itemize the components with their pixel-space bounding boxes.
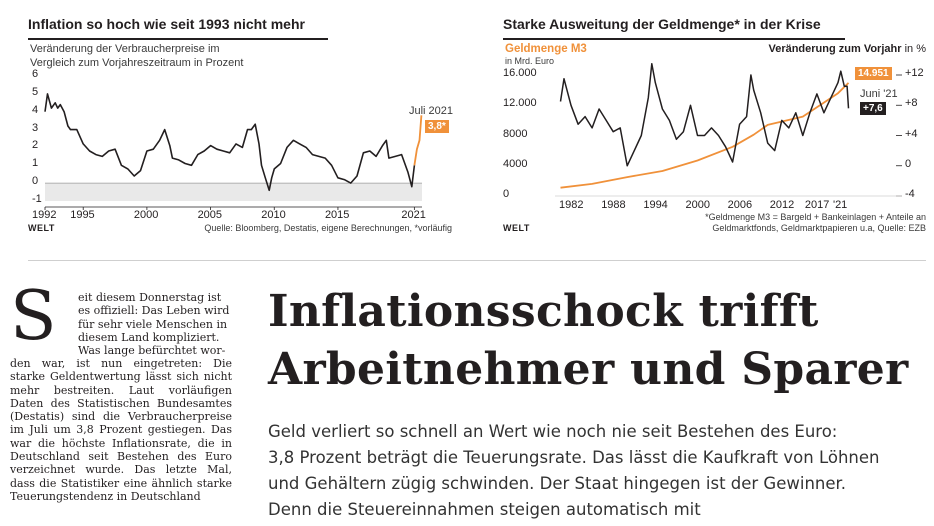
section-divider — [28, 260, 926, 261]
chart1-title: Inflation so hoch wie seit 1993 nicht mehr — [28, 16, 305, 32]
chart2-right-axis-label — [768, 43, 926, 55]
chart1-negative-band — [45, 183, 422, 201]
lead-line: Was lange befürchtet wor- — [78, 344, 226, 358]
chart1-x-tick: 2000 — [133, 209, 159, 221]
chart1-x-tick: 2021 — [401, 209, 426, 221]
chart2-annotation-date: Juni '21 — [860, 88, 898, 100]
chart1-y-tick: 2 — [32, 139, 39, 152]
chart2-change-line — [561, 64, 849, 166]
chart1-source: Quelle: Bloomberg, Destatis, eigene Berechnungen, *vorläufig — [204, 223, 452, 233]
chart2-x-tick: 2006 — [727, 199, 753, 211]
lead-line: es offiziell: Das Leben wird — [78, 304, 230, 318]
chart2-footnote-line1: *Geldmenge M3 = Bargeld + Bankeinlagen + Anteile an — [705, 212, 926, 222]
chart1-y-tick: 3 — [32, 121, 39, 134]
article-lead — [78, 291, 232, 357]
chart2-left-tick: 0 — [503, 188, 510, 200]
chart2-series-label: Geldmenge M3 — [505, 43, 587, 55]
chart1-x-tick: 2015 — [324, 209, 350, 221]
chart2-x-tick: '21 — [832, 199, 848, 211]
chart2-right-axis-unit: in % — [904, 43, 926, 55]
chart1-y-tick: -1 — [32, 193, 42, 205]
welt-logo: WELT — [28, 223, 55, 233]
headline-line1: Inflationsschock trifft — [268, 286, 819, 337]
chart2-left-tick: 16.000 — [503, 67, 537, 79]
chart2-title-rule — [503, 38, 845, 40]
lead-line: diesem Land kompliziert. — [78, 330, 220, 344]
chart1-title-rule — [28, 38, 328, 40]
chart1-y-tick: 6 — [32, 68, 39, 80]
chart2-x-tick: 2017 — [804, 199, 830, 211]
chart1-x-tick: 1992 — [32, 209, 57, 221]
lead-line: eit diesem Donnerstag ist — [78, 291, 222, 304]
chart1-y-tick: 4 — [32, 103, 39, 116]
chart2-annotation-change: +7,6 — [860, 102, 886, 115]
lead-line: für sehr viele Menschen in — [78, 317, 228, 331]
sub-line1: Geld verliert so schnell an Wert wie noch nie seit Bestehen des Euro: — [268, 422, 838, 441]
chart1-subtitle-line1: Veränderung der Verbraucherpreise im — [30, 43, 220, 55]
chart2-right-axis-title: Veränderung zum Vorjahr — [768, 43, 902, 55]
dropcap: S — [10, 277, 57, 356]
chart2-left-tick: 8000 — [503, 127, 528, 140]
chart1-series-line — [45, 94, 414, 190]
chart2-x-tick: 2000 — [685, 199, 710, 211]
sub-line3: und Gehältern zügig schwinden. Der Staat hingegen ist der Gewinner. — [268, 474, 847, 493]
chart2-unit-label: in Mrd. Euro — [505, 56, 555, 66]
chart2-right-tick: +4 — [905, 127, 918, 140]
chart2-right-tick: 0 — [905, 157, 912, 170]
chart1-annotation-value: 3,8* — [425, 120, 449, 133]
chart1-x-tick: 2010 — [261, 209, 286, 221]
chart2-x-tick: 2012 — [769, 199, 795, 211]
chart2-footnote-line2: Geldmarktfonds, Geldmarktpapieren u.a, Quelle: EZB — [712, 223, 926, 233]
sub-line4: Denn die Steuereinnahmen steigen automatisch mit — [268, 500, 701, 519]
chart1-x-tick: 2005 — [197, 209, 223, 221]
chart1-y-tick: 0 — [32, 175, 39, 188]
chart2-left-tick: 4000 — [503, 157, 528, 170]
chart1-annotation-date: Juli 2021 — [409, 105, 454, 117]
chart1-y-tick: 1 — [32, 157, 39, 170]
chart2-annotation-m3: 14.951 — [855, 67, 892, 80]
chart2-right-tick: -4 — [905, 188, 915, 200]
chart2-x-tick: 1994 — [643, 199, 668, 211]
chart1-series-recent — [414, 115, 421, 165]
chart2-title: Starke Ausweitung der Geldmenge* in der Krise — [503, 16, 821, 32]
chart2-left-tick: 12.000 — [503, 97, 537, 110]
chart2-x-tick: 1988 — [601, 199, 626, 211]
chart2-right-tick: +8 — [905, 97, 918, 110]
chart1-x-tick: 1995 — [70, 209, 95, 221]
chart2-x-tick: 1982 — [559, 199, 584, 211]
chart2-m3-line — [561, 83, 849, 188]
chart1-y-tick: 5 — [32, 85, 39, 98]
sub-line2: 3,8 Prozent beträgt die Teuerungsrate. Das lässt die Kaufkraft von Löhnen — [268, 448, 880, 467]
subheadline — [268, 419, 932, 523]
headline — [268, 283, 909, 399]
chart2-right-tick: +12 — [905, 67, 924, 79]
article-body: den war, ist nun eingetreten: Die starke Geldentwertung lässt sich nicht mehr bestreiten. Laut vorläufigen Daten des Statistischen Bundesamtes (Destatis) sind die Verbraucherpreise im Juli um 3,8 Prozent gestiegen. Das war die höchste Inflationsrate, die in Deutschland seit Bestehen des Euro verzeichnet wurde. Das letzte Mal, dass die Statistiker eine ähnlich starke Teuerungstendenz in Deutschland — [10, 357, 232, 503]
welt-logo-2: WELT — [503, 223, 530, 233]
chart1-subtitle-line2: Vergleich zum Vorjahreszeitraum in Prozent — [30, 57, 244, 69]
headline-line2: Arbeitnehmer und Sparer — [268, 344, 909, 395]
